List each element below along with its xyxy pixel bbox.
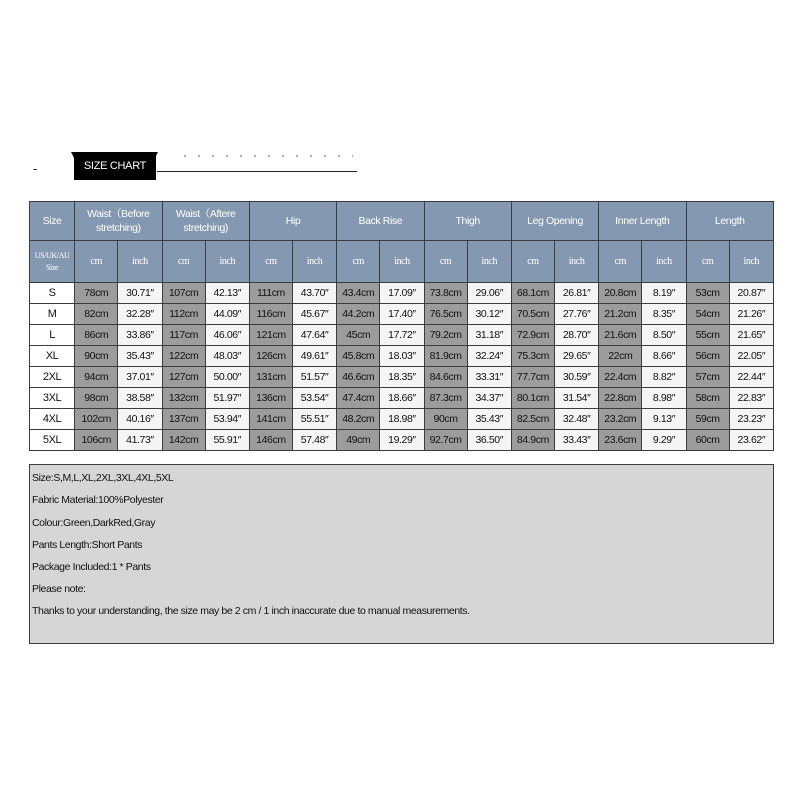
cm-value-cell: 82cm: [75, 304, 118, 325]
inch-value-cell: 22.05″: [729, 346, 773, 367]
cm-value-cell: 22.4cm: [599, 367, 642, 388]
cm-value-cell: 22.8cm: [599, 388, 642, 409]
table-row: [30, 283, 774, 304]
inch-value-cell: 42.13″: [205, 283, 249, 304]
inch-value-cell: 18.66″: [380, 388, 424, 409]
header-back-rise: Back Rise: [337, 202, 424, 241]
cm-value-cell: 47.4cm: [337, 388, 380, 409]
cm-value-cell: 73.8cm: [424, 283, 467, 304]
cm-value-cell: 45cm: [337, 325, 380, 346]
inch-value-cell: 8.82″: [642, 367, 686, 388]
inch-value-cell: 46.06″: [205, 325, 249, 346]
cm-value-cell: 23.6cm: [599, 430, 642, 451]
cm-value-cell: 82.5cm: [511, 409, 554, 430]
header-region-size: US/UK/AU Size: [30, 241, 75, 283]
inch-value-cell: 21.26″: [729, 304, 773, 325]
cm-value-cell: 43.4cm: [337, 283, 380, 304]
header-dotted-line: [178, 155, 353, 157]
cm-value-cell: 132cm: [162, 388, 205, 409]
unit-inch: inch: [467, 241, 511, 283]
header-inner-length: Inner Length: [599, 202, 686, 241]
size-chart-title: SIZE CHART: [74, 152, 156, 180]
cm-value-cell: 90cm: [424, 409, 467, 430]
table-row: [30, 304, 774, 325]
inch-value-cell: 41.73″: [118, 430, 162, 451]
unit-inch: inch: [642, 241, 686, 283]
cm-value-cell: 78cm: [75, 283, 118, 304]
size-cell: 3XL: [30, 388, 75, 409]
cm-value-cell: 112cm: [162, 304, 205, 325]
inch-value-cell: 20.87″: [729, 283, 773, 304]
cm-value-cell: 106cm: [75, 430, 118, 451]
cm-value-cell: 126cm: [249, 346, 292, 367]
header-length: Length: [686, 202, 773, 241]
cm-value-cell: 44.2cm: [337, 304, 380, 325]
inch-value-cell: 22.83″: [729, 388, 773, 409]
inch-value-cell: 55.51″: [293, 409, 337, 430]
unit-inch: inch: [205, 241, 249, 283]
cm-value-cell: 122cm: [162, 346, 205, 367]
cm-value-cell: 55cm: [686, 325, 729, 346]
inch-value-cell: 33.43″: [555, 430, 599, 451]
cm-value-cell: 121cm: [249, 325, 292, 346]
cm-value-cell: 141cm: [249, 409, 292, 430]
inch-value-cell: 23.23″: [729, 409, 773, 430]
table-body: [30, 283, 774, 451]
cm-value-cell: 98cm: [75, 388, 118, 409]
inch-value-cell: 17.09″: [380, 283, 424, 304]
cm-value-cell: 131cm: [249, 367, 292, 388]
cm-value-cell: 53cm: [686, 283, 729, 304]
inch-value-cell: 53.94″: [205, 409, 249, 430]
header-waist-after: Waist（Aftere stretching): [162, 202, 249, 241]
inch-value-cell: 8.66″: [642, 346, 686, 367]
note-length: Pants Length:Short Pants: [32, 539, 143, 551]
header-size: Size: [30, 202, 75, 241]
unit-cm: cm: [599, 241, 642, 283]
inch-value-cell: 8.50″: [642, 325, 686, 346]
inch-value-cell: 32.28″: [118, 304, 162, 325]
inch-value-cell: 31.54″: [555, 388, 599, 409]
inch-value-cell: 30.59″: [555, 367, 599, 388]
unit-cm: cm: [511, 241, 554, 283]
inch-value-cell: 35.43″: [118, 346, 162, 367]
inch-value-cell: 44.09″: [205, 304, 249, 325]
inch-value-cell: 53.54″: [293, 388, 337, 409]
cm-value-cell: 46.6cm: [337, 367, 380, 388]
header-thigh: Thigh: [424, 202, 511, 241]
cm-value-cell: 146cm: [249, 430, 292, 451]
inch-value-cell: 22.44″: [729, 367, 773, 388]
cm-value-cell: 92.7cm: [424, 430, 467, 451]
header-waist-before: Waist（Before stretching): [75, 202, 162, 241]
cm-value-cell: 20.8cm: [599, 283, 642, 304]
inch-value-cell: 31.18″: [467, 325, 511, 346]
unit-cm: cm: [686, 241, 729, 283]
inch-value-cell: 17.72″: [380, 325, 424, 346]
unit-inch: inch: [729, 241, 773, 283]
cm-value-cell: 87.3cm: [424, 388, 467, 409]
cm-value-cell: 94cm: [75, 367, 118, 388]
inch-value-cell: 35.43″: [467, 409, 511, 430]
inch-value-cell: 8.35″: [642, 304, 686, 325]
note-fabric: Fabric Material:100%Polyester: [32, 494, 164, 506]
unit-inch: inch: [118, 241, 162, 283]
inch-value-cell: 27.76″: [555, 304, 599, 325]
inch-value-cell: 17.40″: [380, 304, 424, 325]
table-row: [30, 346, 774, 367]
size-table: [29, 201, 774, 451]
inch-value-cell: 43.70″: [293, 283, 337, 304]
cm-value-cell: 22cm: [599, 346, 642, 367]
cm-value-cell: 21.6cm: [599, 325, 642, 346]
cm-value-cell: 84.6cm: [424, 367, 467, 388]
inch-value-cell: 32.48″: [555, 409, 599, 430]
unit-cm: cm: [424, 241, 467, 283]
unit-cm: cm: [337, 241, 380, 283]
size-cell: 2XL: [30, 367, 75, 388]
inch-value-cell: 57.48″: [293, 430, 337, 451]
cm-value-cell: 58cm: [686, 388, 729, 409]
inch-value-cell: 48.03″: [205, 346, 249, 367]
inch-value-cell: 47.64″: [293, 325, 337, 346]
table-row: [30, 388, 774, 409]
product-notes: [29, 464, 774, 644]
cm-value-cell: 75.3cm: [511, 346, 554, 367]
note-sizes: Size:S,M,L,XL,2XL,3XL,4XL,5XL: [32, 472, 174, 484]
cm-value-cell: 68.1cm: [511, 283, 554, 304]
cm-value-cell: 142cm: [162, 430, 205, 451]
table-header-row: [30, 202, 774, 241]
cm-value-cell: 116cm: [249, 304, 292, 325]
inch-value-cell: 34.37″: [467, 388, 511, 409]
inch-value-cell: 9.13″: [642, 409, 686, 430]
inch-value-cell: 55.91″: [205, 430, 249, 451]
inch-value-cell: 8.98″: [642, 388, 686, 409]
inch-value-cell: 9.29″: [642, 430, 686, 451]
size-cell: L: [30, 325, 75, 346]
size-table-wrapper: [29, 201, 774, 464]
inch-value-cell: 38.58″: [118, 388, 162, 409]
cm-value-cell: 111cm: [249, 283, 292, 304]
inch-value-cell: 29.06″: [467, 283, 511, 304]
size-cell: 5XL: [30, 430, 75, 451]
cm-value-cell: 76.5cm: [424, 304, 467, 325]
unit-inch: inch: [293, 241, 337, 283]
note-please: Please note:: [32, 583, 86, 595]
inch-value-cell: 45.67″: [293, 304, 337, 325]
size-cell: S: [30, 283, 75, 304]
cm-value-cell: 127cm: [162, 367, 205, 388]
cm-value-cell: 80.1cm: [511, 388, 554, 409]
cm-value-cell: 117cm: [162, 325, 205, 346]
inch-value-cell: 32.24″: [467, 346, 511, 367]
cm-value-cell: 137cm: [162, 409, 205, 430]
cm-value-cell: 84.9cm: [511, 430, 554, 451]
inch-value-cell: 30.71″: [118, 283, 162, 304]
inch-value-cell: 33.31″: [467, 367, 511, 388]
cm-value-cell: 79.2cm: [424, 325, 467, 346]
inch-value-cell: 51.97″: [205, 388, 249, 409]
inch-value-cell: 51.57″: [293, 367, 337, 388]
unit-inch: inch: [380, 241, 424, 283]
inch-value-cell: 33.86″: [118, 325, 162, 346]
unit-cm: cm: [249, 241, 292, 283]
note-colour: Colour:Green,DarkRed,Gray: [32, 517, 156, 529]
inch-value-cell: 26.81″: [555, 283, 599, 304]
table-row: [30, 430, 774, 451]
inch-value-cell: 36.50″: [467, 430, 511, 451]
cm-value-cell: 56cm: [686, 346, 729, 367]
unit-cm: cm: [162, 241, 205, 283]
cm-value-cell: 49cm: [337, 430, 380, 451]
inch-value-cell: 23.62″: [729, 430, 773, 451]
cm-value-cell: 81.9cm: [424, 346, 467, 367]
table-unit-row: [30, 241, 774, 283]
cm-value-cell: 45.8cm: [337, 346, 380, 367]
cm-value-cell: 21.2cm: [599, 304, 642, 325]
cm-value-cell: 59cm: [686, 409, 729, 430]
inch-value-cell: 21.65″: [729, 325, 773, 346]
size-cell: M: [30, 304, 75, 325]
size-cell: XL: [30, 346, 75, 367]
cm-value-cell: 90cm: [75, 346, 118, 367]
table-row: [30, 367, 774, 388]
cm-value-cell: 23.2cm: [599, 409, 642, 430]
inch-value-cell: 37.01″: [118, 367, 162, 388]
unit-inch: inch: [555, 241, 599, 283]
header-hip: Hip: [249, 202, 336, 241]
note-package: Package Included:1 * Pants: [32, 561, 151, 573]
inch-value-cell: 29.65″: [555, 346, 599, 367]
size-cell: 4XL: [30, 409, 75, 430]
inch-value-cell: 18.98″: [380, 409, 424, 430]
cm-value-cell: 60cm: [686, 430, 729, 451]
note-accuracy: Thanks to your understanding, the size may be 2 cm / 1 inch inaccurate due to manual measurements.: [32, 605, 470, 617]
header-dash: -: [33, 161, 38, 176]
unit-cm: cm: [75, 241, 118, 283]
cm-value-cell: 136cm: [249, 388, 292, 409]
cm-value-cell: 48.2cm: [337, 409, 380, 430]
inch-value-cell: 50.00″: [205, 367, 249, 388]
inch-value-cell: 49.61″: [293, 346, 337, 367]
cm-value-cell: 102cm: [75, 409, 118, 430]
inch-value-cell: 19.29″: [380, 430, 424, 451]
inch-value-cell: 18.03″: [380, 346, 424, 367]
header-leg-opening: Leg Opening: [511, 202, 598, 241]
header-underline: [157, 171, 357, 172]
inch-value-cell: 40.16″: [118, 409, 162, 430]
cm-value-cell: 72.9cm: [511, 325, 554, 346]
size-chart-header: [30, 152, 340, 192]
inch-value-cell: 8.19″: [642, 283, 686, 304]
cm-value-cell: 107cm: [162, 283, 205, 304]
cm-value-cell: 70.5cm: [511, 304, 554, 325]
inch-value-cell: 30.12″: [467, 304, 511, 325]
cm-value-cell: 77.7cm: [511, 367, 554, 388]
table-row: [30, 409, 774, 430]
inch-value-cell: 18.35″: [380, 367, 424, 388]
table-row: [30, 325, 774, 346]
inch-value-cell: 28.70″: [555, 325, 599, 346]
cm-value-cell: 86cm: [75, 325, 118, 346]
cm-value-cell: 57cm: [686, 367, 729, 388]
cm-value-cell: 54cm: [686, 304, 729, 325]
